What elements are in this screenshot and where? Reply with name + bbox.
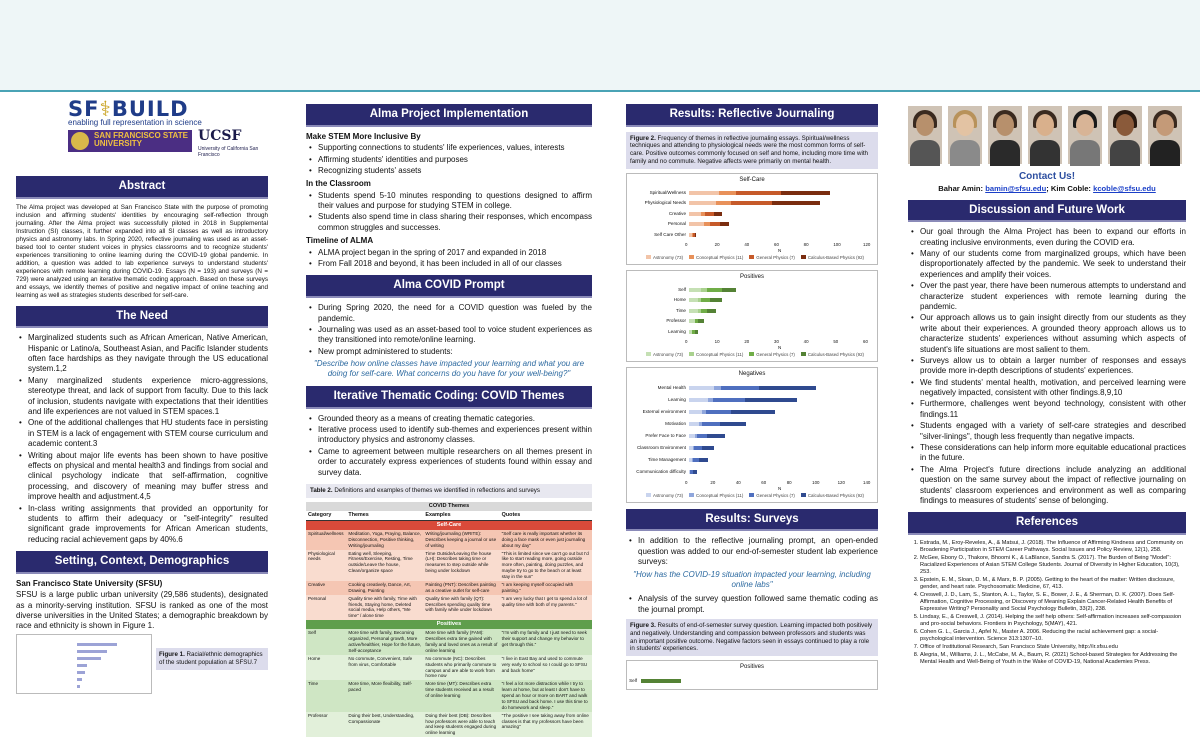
list-item: • Recognizing students' assets: [306, 166, 592, 176]
column-4: [908, 96, 1186, 667]
cell: "I am very lucky that I get to spend a lot of quality time with both of my parents.": [501, 595, 588, 607]
list-item: • Surveys allow us to obtain a larger number of responses and essays provide more in-depth descriptions of students' experiences.: [908, 356, 1186, 377]
column-1: [16, 96, 268, 694]
bar: [695, 330, 698, 334]
bar: [699, 458, 708, 462]
legend-label: Conceptual Physics (11): [696, 493, 744, 499]
alma-subheading-3: Timeline of ALMA: [306, 236, 374, 246]
journaling-header: Results: Reflective Journaling: [626, 104, 878, 127]
coding-header: Iterative Thematic Coding: COVID Themes: [306, 386, 592, 409]
reference: 7. Office of Institutional Research, San Francisco State University, http://ir.sfsu.edu: [920, 644, 1186, 651]
logos: [16, 96, 268, 170]
need-item: • One of the additional challenges that HU students face in persisting in STEM is a lack of engagement with STEM course curriculum and academic content.3: [16, 418, 268, 449]
poster-title-band: [0, 0, 1200, 92]
team-photo: [948, 106, 982, 164]
tick-label: Professor: [666, 318, 686, 324]
survey-question-quote: "How has the COVID-19 situation impacted your learning, including online labs": [633, 569, 871, 589]
cell: "I feel a lot more distraction while I try to learn at home, but at least I don't have to spend an hour or more on BART and walk to SFSU and back home. I use this time to do homework and sleep.": [501, 681, 588, 710]
axis-tick-label: 30: [774, 338, 779, 344]
legend-swatch: [689, 352, 694, 356]
legend-label: Calculus-Based Physics (92): [807, 493, 864, 499]
coding-list: [306, 414, 592, 478]
surveys-header: Results: Surveys: [626, 509, 878, 532]
cell: More time (MT): Describes extra time students received as a result of online learning: [425, 681, 494, 699]
covid-header: Alma COVID Prompt: [306, 275, 592, 298]
list-item: • In addition to the reflective journaling prompt, an open-ended question was added to our end-of-semester student lab experience surveys:: [626, 536, 878, 567]
bar: [745, 398, 797, 402]
discussion-header: Discussion and Future Work: [908, 200, 1186, 223]
bar: [759, 386, 816, 390]
chart-title: Positives: [739, 273, 764, 280]
cell: Painting (PNT): Describes painting as a creative outlet for self-care: [425, 581, 496, 593]
cell: "I am keeping myself occupied with painting.": [501, 581, 574, 593]
contact-title: Contact Us!: [1018, 171, 1076, 182]
cell: "This is limited since we can't go out but I'd like to start reading more, going outside more often, painting, doing puzzles, and maybe try to go to the beach or at least stay in the sun": [501, 550, 589, 580]
team-photo: [988, 106, 1022, 164]
column-header: Examples: [423, 511, 499, 520]
need-item: • Many marginalized students experience micro-aggressions, stereotype threat, and lack of support from faculty. Due to this lack of inclusion, students navigate with expectations that their identities and life experiences are not valued in STEM spaces.1: [16, 376, 268, 418]
references-header: References: [908, 512, 1186, 535]
cell: Personal: [308, 595, 327, 601]
cell: "Self care is really important whether its doing a face mask or even just journaling about my day": [501, 530, 586, 548]
tick-label: Creative: [668, 210, 686, 216]
list-item: • Came to agreement between multiple researchers on all themes present in order to accurately express experiences of students found within essay and survey data.: [306, 447, 592, 478]
team-photo: [908, 106, 942, 164]
table-row: [306, 581, 592, 595]
column-2: [306, 96, 592, 737]
table-title: COVID Themes: [306, 502, 592, 511]
legend-swatch: [801, 493, 806, 497]
cell: More time with family, Becoming organized, Personal growth, More active/healthier, Hope for the future, Self-acceptance: [348, 630, 422, 653]
bar: [689, 410, 702, 414]
legend-label: Astronomy (73): [653, 493, 684, 499]
table-2-caption: Table 2. Definitions and examples of themes we identified in reflections and surveys: [306, 484, 592, 498]
bar: [693, 470, 697, 474]
list-item: • These considerations can help inform more equitable educational practices in the future.: [908, 443, 1186, 464]
setting-header: Setting, Context, Demographics: [16, 551, 268, 574]
bar: [721, 386, 759, 390]
axis-label: N: [778, 344, 782, 350]
axis-tick-label: 80: [786, 479, 792, 485]
section-positives: Positives: [306, 620, 592, 629]
bar: [689, 191, 719, 195]
axis-tick-label: 120: [837, 479, 845, 485]
table-row: [306, 530, 592, 550]
team-photo: [1148, 106, 1182, 164]
bar: [731, 410, 776, 414]
bar: [689, 309, 698, 313]
alma-subheading-1: Make STEM More Inclusive By: [306, 131, 421, 141]
tick-label: Time Management: [647, 456, 686, 462]
axis-tick-label: 40: [735, 479, 741, 485]
ucsf-logo: UCSF University of California San Francisco: [198, 128, 259, 159]
tick-label: Motivation: [665, 420, 686, 426]
negatives-chart: [626, 367, 878, 503]
tick-label: Self Care Other: [654, 231, 686, 237]
legend-label: General Physics (7): [756, 493, 795, 499]
tick-label: Physiological Needs: [644, 200, 686, 206]
list-item: • Supporting connections to students' life experiences, values, interests: [306, 143, 592, 153]
tick-label: Learning: [668, 396, 686, 402]
axis-label: N: [778, 247, 782, 253]
legend-swatch: [801, 255, 806, 259]
list-item: • Over the past year, there have been numerous attempts to understand and characterize student experiences with remote learning during the pandemic.: [908, 281, 1186, 312]
legend-label: General Physics (7): [756, 352, 795, 358]
covid-prompt-quote: "Describe how online classes have impacted your learning and what you are doing for self-care. What concerns do you have for your well-being?": [313, 359, 585, 379]
list-item: • Analysis of the survey question followed same thematic coding as the journal prompt.: [626, 594, 878, 615]
list-item: • Furthermore, challenges went beyond technology, consistent with other findings.11: [908, 399, 1186, 420]
axis-tick-label: 60: [863, 338, 868, 344]
list-item: • Students engaged with a variety of self-care strategies and described "silver-linings", though less frequently than negative impacts.: [908, 421, 1186, 442]
bar: [641, 679, 681, 683]
axis-tick-label: 20: [710, 479, 716, 485]
team-photo: [1108, 106, 1142, 164]
chart-legend: [627, 352, 877, 358]
cell: Professor: [308, 712, 328, 718]
list-item: • New prompt administered to students:: [306, 347, 592, 357]
bar: [689, 222, 704, 226]
bar: [716, 201, 731, 205]
bar: [714, 212, 721, 216]
column-header: Themes: [346, 511, 423, 520]
bar: [781, 191, 830, 195]
cell: Time: [308, 681, 319, 687]
bar: [689, 212, 701, 216]
legend-swatch: [801, 352, 806, 356]
list-item: • The Alma Project's future directions include analyzing an additional question on the same survey about the impact of reflective journaling on students' classroom experiences and environment as well as comparing findings to measures of students' sense of belonging.: [908, 465, 1186, 507]
legend-swatch: [646, 493, 651, 497]
bar: [707, 288, 722, 292]
legend-label: Astronomy (73): [653, 255, 684, 261]
axis-tick-label: 20: [744, 338, 750, 344]
cell: Home: [308, 655, 321, 661]
setting-subtitle: San Francisco State University (SFSU): [16, 578, 163, 588]
alma-header: Alma Project Implementation: [306, 104, 592, 127]
sf-build-logo: SF⚕BUILD: [68, 97, 189, 121]
axis-tick-label: 0: [685, 338, 688, 344]
bar: [706, 410, 731, 414]
table-row: [306, 629, 592, 655]
bar: [695, 233, 696, 237]
tick-label: Learning: [668, 328, 686, 334]
cell: Physiological needs: [308, 550, 335, 562]
column-3: [626, 96, 878, 695]
chart-legend: [627, 493, 877, 499]
column-header: Quotes: [500, 511, 592, 520]
bar: [707, 434, 725, 438]
separator: ;: [1046, 183, 1049, 193]
legend-label: Astronomy (73): [653, 352, 684, 358]
list-item: • Many of our students come from marginalized groups, which have been disproportionately affected by the pandemic. We seek to understand their experiences and amplify their voices.: [908, 249, 1186, 280]
cell: "I'm with my family and I just need to seek their support and change my behavior to get through this.": [501, 630, 587, 648]
chart-title: Positives: [739, 664, 764, 671]
email-link[interactable]: bamin@sfsu.edu: [985, 183, 1047, 193]
list-item: • Students also spend time in class sharing their responses, which encompass common struggles and successes.: [306, 212, 592, 233]
tick-label: Spiritual/Wellness: [649, 189, 686, 195]
axis-tick-label: 40: [803, 338, 809, 344]
chart-title: Self-Care: [739, 176, 765, 183]
cell: Writing/journaling (WRITE): Describes keeping a journal or use of writing: [425, 530, 497, 548]
bar: [689, 386, 714, 390]
legend-label: Calculus-Based Physics (92): [807, 255, 864, 261]
chart-legend: [627, 255, 877, 261]
email-link[interactable]: kcoble@sfsu.edu: [1093, 183, 1156, 193]
cell: Doing their best, Understanding, Compassionate: [348, 712, 415, 724]
cell: No commute, Convenient, Safe from virus, Comfortable: [348, 655, 413, 667]
abstract-header: Abstract: [16, 176, 268, 199]
axis-tick-label: 40: [744, 241, 750, 247]
team-photo: [1028, 106, 1062, 164]
need-item: • In-class writing assignments that provided an opportunity for students to affirm their adequacy or "self-integrity" resulted significant grade improvements for African American students, reducing racial achievement gaps by 40%.6: [16, 504, 268, 546]
cell: Creative: [308, 581, 326, 587]
bar: [736, 191, 781, 195]
axis-tick-label: 120: [863, 241, 871, 247]
axis-tick-label: 0: [685, 241, 688, 247]
axis-tick-label: 10: [714, 338, 720, 344]
legend-swatch: [689, 255, 694, 259]
table-row: [306, 680, 592, 711]
legend-label: Calculus-Based Physics (92): [807, 352, 864, 358]
cell: Meditation, Yoga, Praying, Balance, Disconnection, Positive thinking, Writing/journaling: [348, 530, 421, 548]
cell: Cooking creatively, Dance, Art, Drawing, Painting: [348, 581, 411, 593]
legend-swatch: [749, 493, 754, 497]
bar: [719, 191, 737, 195]
team-photo: [1068, 106, 1102, 164]
bar: [720, 222, 729, 226]
tick-label: Prefer Face to Face: [645, 432, 686, 438]
figure-3-caption: Figure 3. Results of end-of-semester survey question. Learning impacted both positively and negatively. Understanding and compassion between professors and students was an important positive outcome. Negative factors seen in essays continued to play a role in students' experiences.: [626, 619, 878, 656]
chart-title: Negatives: [738, 370, 766, 377]
alma-list-3: [306, 248, 592, 270]
tick-label: Mental Health: [657, 384, 686, 390]
list-item: • Students spend 5-10 minutes responding to questions designed to affirm their values and purpose for studying STEM in college.: [306, 191, 592, 212]
bar: [697, 434, 707, 438]
list-item: • Iterative process used to identify sub-themes and experiences present within introductory physics and astronomy classes.: [306, 425, 592, 446]
cell: "The positive I see taking away from online classes is that my professors have been amazing": [501, 712, 589, 730]
need-item: • Marginalized students such as African American, Native American, Hispanic or Latino/a, Southeast Asian, and Pacific Islander students often face hardships as they navigate through the US educational system.1,2: [16, 333, 268, 375]
list-item: • Grounded theory as a means of creating thematic categories.: [306, 414, 592, 424]
reference: 4. Creswell, J. D., Lam, S., Stanton, A. L., Taylor, S. E., Bower, J. E., & Sherman, D. K. (2007). Does Self-Affirmation, Cognitive Processing, or Discovery of Meaning Explain Cancer-Related Health Benefits of Expressive Writing? Personality and Social Psychology Bulletin, 33(2), 238.: [920, 592, 1186, 613]
selfcare-chart: [626, 173, 878, 265]
bar: [722, 288, 737, 292]
bar: [713, 398, 745, 402]
bar: [720, 422, 747, 426]
bar: [694, 446, 702, 450]
figure-1: [16, 634, 268, 694]
column-header: Category: [306, 511, 346, 520]
alma-subheading-2: In the Classroom: [306, 179, 371, 189]
axis-tick-label: 100: [812, 479, 820, 485]
axis-label: N: [778, 485, 782, 491]
axis-tick-label: 20: [714, 241, 720, 247]
reference: 8. Alegria, M., Williams, J. L., McCabe, M. A., Baum, R. (2021) School-based Strategies for Addressing the Mental Health and Well-Being of Youth in the Wake of COVID-19, National Academies Press.: [920, 652, 1186, 666]
bar: [702, 446, 715, 450]
axis-tick-label: 80: [803, 241, 809, 247]
cell: More time, More flexibility, Self-paced: [348, 681, 413, 693]
alma-list-2: [306, 191, 592, 234]
axis-tick-label: 140: [863, 479, 871, 485]
tick-label: Self: [678, 286, 686, 292]
legend-swatch: [749, 352, 754, 356]
bar: [705, 212, 714, 216]
references-list: [908, 540, 1186, 666]
table-row: [306, 550, 592, 581]
contact-section: [908, 171, 1186, 194]
themes-table: [306, 502, 592, 737]
tick-label: Personal: [667, 221, 686, 227]
legend-label: General Physics (7): [756, 255, 795, 261]
list-item: • ALMA project began in the spring of 2017 and expanded in 2018: [306, 248, 592, 258]
bar: [702, 422, 720, 426]
cell: Doing their best (DB): Describes how professors were able to teach and keep students engaged during online learning: [425, 712, 497, 736]
table-row: [306, 595, 592, 621]
axis-tick-label: 0: [685, 479, 688, 485]
legend-label: Conceptual Physics (11): [696, 255, 744, 261]
bar: [772, 201, 819, 205]
demographics-chart: [16, 634, 152, 694]
need-item: • Writing about major life events has been shown to have positive effects on physical and mental health3 and findings from social and clinical psychology indicate that self-affirmation, cognitive processing, and discovery of meaning may buffer stress and improve health and adjustment.4,5: [16, 451, 268, 503]
legend-swatch: [749, 255, 754, 259]
reference: 1. Estrada, M., Eroy-Reveles, A., & Matsui, J. (2018). The Influence of Affirming Kindness and Community on Broadening Participation in STEM Career Pathways. Social Issues and Policy Review, 12(1), 258.: [920, 540, 1186, 554]
tick-label: Classroom Environment: [636, 444, 686, 450]
cell: Quality time with family (QT): Describes spending quality time with family while under lockdown: [425, 595, 493, 613]
bar: [689, 201, 716, 205]
reference: 6. Cohen G. L., Garcia J., Apfel N., Master A. 2006. Reducing the racial achievement gap: a social-psychological intervention. Science 313:1307–10.: [920, 629, 1186, 643]
bar: [707, 309, 716, 313]
tick-label: Home: [673, 297, 686, 303]
tick-label: Time: [675, 307, 686, 313]
logo-tagline: enabling full representation in science: [68, 118, 202, 127]
bar: [710, 298, 722, 302]
axis-tick-label: 60: [761, 479, 767, 485]
list-item: • Affirming students' identities and purposes: [306, 155, 592, 165]
need-list: [16, 333, 268, 545]
bar: [689, 288, 701, 292]
list-item: • From Fall 2018 and beyond, it has been included in all of our classes: [306, 259, 592, 269]
positives-chart: [626, 270, 878, 362]
bar: [689, 298, 698, 302]
contact-name: Bahar Amin:: [938, 183, 984, 193]
cell: Eating well, Sleeping, Fitness/Exercise, Resting, Time outside/Leave the house, Clean/organize space: [348, 550, 413, 574]
bar: [689, 422, 699, 426]
figure-1-caption: Figure 1. Racial/ethnic demographics of the student population at SFSU.7: [156, 648, 268, 670]
reference: 2. McGee, Ebony O., Thakore, Bhoomi K., & LaBlance, Sandra S. (2017). The Burden of Being "Model": Racialized Experiences of Asian STEM College Students. Journal of Diversity in Higher Education, 10(3), 253.: [920, 555, 1186, 576]
list-item: • During Spring 2020, the need for a COVID question was fueled by the pandemic.: [306, 303, 592, 324]
cell: Time Outside/Leaving the house (LH): Describes taking time or measures to step outside while being under lockdown: [425, 550, 492, 574]
list-item: • Journaling was used as an asset-based tool to voice student experiences as they transitioned into remote/online learning.: [306, 325, 592, 346]
tick-label: External environment: [642, 408, 686, 414]
survey-positives-chart: [626, 660, 878, 690]
tick-label: Communication difficulty: [636, 468, 686, 474]
legend-swatch: [646, 255, 651, 259]
cell: "I live in East Bay and used to commute very early to school so I could go to SFSU and back home": [501, 655, 588, 673]
covid-list: [306, 303, 592, 357]
cell: Spiritual/wellness: [308, 530, 344, 536]
sfsu-logo: SAN FRANCISCO STATE UNIVERSITY: [68, 130, 192, 152]
reference: 3. Epstein, E. M., Sloan, D. M., & Marx, B. P. (2005). Getting to the heart of the matter: Written disclosure, gender, and heart rate. Psychosomatic Medicine, 67, 413.: [920, 577, 1186, 591]
contact-name: Kim Coble:: [1050, 183, 1091, 193]
legend-label: Conceptual Physics (11): [696, 352, 744, 358]
bar: [701, 298, 710, 302]
setting-text: SFSU is a large public urban university (29,586 students), designated as a minority-serving institution. SFSU is ranked as one of the most diverse universities in the United States; a demographic breakdown by race and ethnicity is shown in Figure 1.: [16, 590, 268, 631]
cell: Self: [308, 630, 316, 636]
legend-swatch: [646, 352, 651, 356]
reference: 5. Lindsay, E., & Creswell, J. (2014). Helping the self help others: Self-affirmation increases self-compassion and pro-social behaviors. Frontiers in Psychology, 5(MAY), 421.: [920, 614, 1186, 628]
list-item: • We find students' mental health, motivation, and perceived learning were negatively impacted, consistent with other findings.8,9,10: [908, 378, 1186, 399]
bar: [710, 222, 720, 226]
bar: [698, 319, 704, 323]
axis-tick-label: 50: [833, 338, 839, 344]
team-photos: [908, 106, 1186, 166]
legend-swatch: [689, 493, 694, 497]
discussion-list: [908, 227, 1186, 506]
tick-label: Self: [629, 678, 637, 684]
alma-list-1: [306, 143, 592, 176]
list-item: • Our approach allows us to gain insight directly from our students as they write about their experiences. A grounded theory approach allows us to characterize students' experiences without assuming which aspects of student's life situations are most salient to them.: [908, 313, 1186, 355]
axis-tick-label: 100: [833, 241, 841, 247]
bar: [689, 398, 708, 402]
cell: No commute (NC): Describes students who primarily commute to campus and are able to work from home now: [425, 655, 497, 679]
figure-2-caption: Figure 2. Frequency of themes in reflective journaling essays. Spiritual/wellness techniques and attending to physiological needs were the most common forms of self-care. Positive outcomes commonly focused on self and home, including more time with family and no commute. Negative affects were primarily on mental health.: [626, 132, 878, 169]
list-item: • Our goal through the Alma Project has been to expand our efforts in creating inclusive environments, even during the COVID era.: [908, 227, 1186, 248]
table-row: [306, 712, 592, 737]
cell: Quality time with family, Time with friends, Staying home, Deleted social media, Help others, "Me time" / alone time: [348, 595, 417, 619]
surveys-list: [626, 536, 878, 567]
need-header: The Need: [16, 306, 268, 329]
cell: More time with family (FAM): Describes extra time gained with family and loved ones as a result of online learning: [425, 630, 498, 653]
table-row: [306, 655, 592, 681]
bar: [731, 201, 773, 205]
section-selfcare: Self-Care: [306, 520, 592, 530]
sfsu-seal-icon: [71, 132, 89, 150]
abstract-text: The Alma project was developed at San Francisco State with the purpose of promoting inclusion and affirming students' identities by encouraging self-reflection through journaling. After the Alma project was successfully piloted in 2018 in Supplemental Instruction (SI) classes, it further expanded into all SI classes as well as introductory physics and astronomy labs. In Spring 2020, reflective journaling was used as an asset-based tool to center student voices in physics classrooms and to recognize students' experiences transitioning to online learning during the COVID-19 global pandemic. In addition, a question was added to lab experience surveys to understand students' experiences with remote learning during COVID-19. Essays (N = 193) and surveys (N = 729) were analyzed using an iterative thematic coding approach. Based on these surveys and essays, we identify themes of positive and negative impact of online teaching and learning as well as strategies students described for self-care.: [16, 203, 268, 299]
contact-line: [908, 184, 1186, 194]
axis-tick-label: 60: [774, 241, 779, 247]
surveys-list-2: [626, 594, 878, 615]
